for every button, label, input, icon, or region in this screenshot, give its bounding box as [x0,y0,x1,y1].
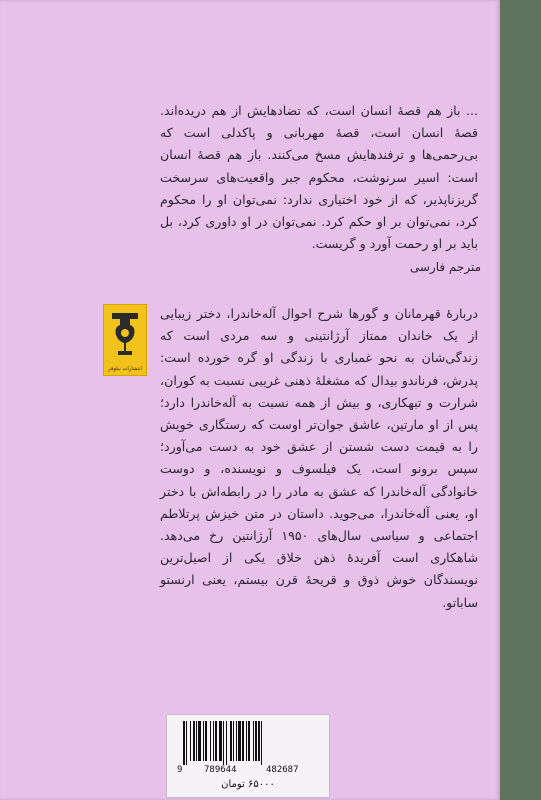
barcode-bar [215,721,217,761]
barcode-bar [236,721,237,761]
book-spine [500,0,541,800]
barcode-bar [255,721,257,761]
translator-label: مترجم فارسی [409,260,481,274]
publisher-logo [103,304,147,376]
barcode-bar [253,721,254,761]
barcode-bar [242,721,244,761]
barcode-bar [223,721,224,765]
barcode-group-right: 482687 [266,765,299,775]
barcode-bar [219,721,222,761]
barcode-bar [196,721,197,761]
barcode-bar [226,721,227,765]
quote-paragraph: ... باز هم قصهٔ انسان است، که تضادهایش از هم دریده‌اند. قصهٔ انسان است، قصهٔ مهربانی و پاکدلی است که بی‌رحمی‌ها و ترفندهایش مسخ می‌کنند. باز هم قصهٔ انسان است: اسیر سرنوشت، محکوم جبر واقعیت‌های سرسخت گریزناپذیر، که از خود اختیاری ندارد: نمی‌توان او را محکوم کرد، نمی‌توان بر او حکم کرد. نمی‌توان در او داوری کرد، بل باید بر او رحمت آورد و گریست. [160,103,478,252]
barcode-bar [233,721,234,761]
barcode-bar [198,721,201,761]
barcode-group-left: 789644 [204,765,237,775]
barcode-bar [210,721,211,761]
publisher-name: انتشارات نیلوفر [108,366,142,372]
barcode-digit-first: 9 [177,765,183,775]
barcode-icon [183,721,313,765]
summary-paragraph: دربارهٔ قهرمانان و گورها شرح احوال آله‌خاندرا، دختر زیبایی از یک خاندان ممتاز آرژانتینی و سه مردی است که زندگی‌شان به نحو غمباری با زندگی او گره خورده است: پدرش، فرناندو بیدال که مشغلهٔ ذهنی غریبی نسبت به کوران، شرارت و تبهکاری، و بیش از همه نسبت به آله‌خاندرا دارد؛ پس از او مارتین، عاشق جوان‌تر اوست که رستگاری خویش را به قیمت دست شستن از عشق خود به دست می‌آورد؛ سپس برونو است، یک فیلسوف و نویسنده، و دوست خانوادگی آله‌خاندرا که عشق به مادر را در رابطه‌اش با دختر او، یعنی آله‌خاندرا، می‌جوید. داستان در متن خیزش پرتلاطم اجتماعی و سیاسی سال‌های ۱۹۵۰ آرژانتین رخ می‌دهد. شاهکاری است آفریدهٔ ذهن خلاق یکی از اصیل‌ترین نویسندگان خوش ذوق و قریحهٔ قرن بیستم، یعنی ارنستو ساباتو. [160,306,478,610]
barcode-bar [213,721,214,761]
barcode-bar [190,721,191,761]
barcode-bar [193,721,195,761]
barcode-area [166,714,330,798]
barcode-bar [205,721,207,761]
barcode-bar [186,721,187,765]
barcode-bar [183,721,185,765]
barcode-bar [261,721,262,765]
barcode-bar [203,721,204,761]
barcode-bar [230,721,232,761]
barcode-bar [248,721,250,761]
barcode-bar [258,721,260,761]
price-label: ۶۵۰۰۰ تومان [221,779,275,790]
barcode-bar [238,721,241,761]
nilufar-logo-icon [104,305,146,361]
barcode-bar [246,721,247,761]
